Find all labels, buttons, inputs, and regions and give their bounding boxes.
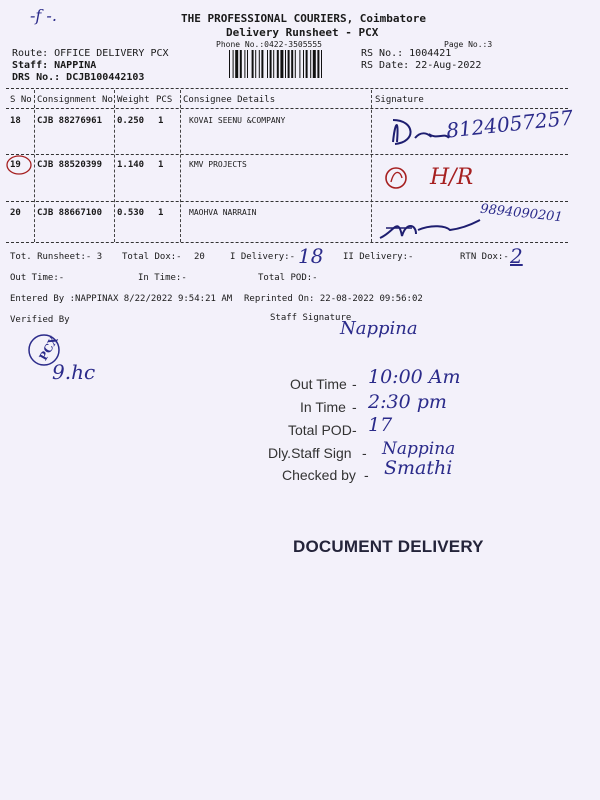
row-pcs: 1 [158,160,164,170]
corner-scribble: -f -. [30,6,57,25]
row-sno: 20 [10,208,21,218]
page-number: Page No.:3 [444,40,493,49]
hw-out-time-value: 10:00 Am [368,366,461,388]
i-delivery-hand: 18 [298,244,324,268]
hw-colon: - [352,376,357,392]
table-top-rule [6,88,568,89]
row-consignment: CJB 88276961 [37,116,103,126]
row-rule [6,154,568,155]
hw-colon: - [352,422,357,438]
row-consignee: KMV PROJECTS [189,160,247,169]
signature-phone: 9894090201 [479,201,564,226]
row-consignee: KOVAI SEENU &COMPANY [189,116,286,125]
row-consignment: CJB 88667100 [37,208,103,218]
hw-dly-staff-label: Dly.Staff Sign [268,445,352,461]
header-bottom-rule [6,108,568,109]
col-header-consignment: Consignment No [37,95,113,105]
col-divider [114,90,115,242]
hw-colon: - [352,399,357,415]
verified-by-label: Verified By [10,315,70,325]
hw-total-pod-value: 17 [368,414,393,436]
row-pcs: 1 [158,116,164,126]
row-weight: 1.140 [117,160,145,170]
row-consignee: MAOHVA NARRAIN [189,208,257,217]
rtn-dox-hand: 2 [510,244,523,268]
staff-info: Staff: NAPPINA [12,60,97,71]
col-header-weight: Weight [117,95,150,105]
table-bottom-rule [6,242,568,243]
row-sno: 19 [10,160,21,170]
col-header-sno: S No [10,95,32,105]
hw-total-pod-label: Total POD [288,422,352,438]
hw-out-time-label: Out Time [290,376,347,392]
hw-checked-by-label: Checked by [282,467,356,483]
hw-colon: - [364,467,369,483]
out-time-label: Out Time:- [10,273,65,283]
i-delivery-label: I Delivery:- [230,252,296,262]
in-time-label: In Time:- [138,273,187,283]
reprinted-on: Reprinted On: 22-08-2022 09:56:02 [244,294,423,304]
rs-number: RS No.: 1004421 [361,48,452,59]
hw-in-time-value: 2:30 pm [368,391,447,413]
col-header-signature: Signature [375,95,424,105]
barcode-image [229,50,354,78]
col-header-pcs: PCS [156,95,173,105]
hw-colon: - [362,445,367,461]
total-pod-label: Total POD:- [258,273,318,283]
row-sno: 18 [10,116,21,126]
signature-scribble [382,164,412,194]
document-delivery-stamp: DOCUMENT DELIVERY [293,537,484,556]
row-pcs: 1 [158,208,164,218]
total-dox-value: 20 [194,252,205,262]
staff-signature-hand: Nappina [340,318,418,339]
phone-number: Phone No.:0422-3505555 [216,40,322,49]
signature-scribble [376,212,486,244]
col-divider [371,90,372,242]
drs-number: DRS No.: DCJB100442103 [12,72,145,83]
company-name: THE PROFESSIONAL COURIERS, Coimbatore [181,12,427,25]
row-consignment: CJB 88520399 [37,160,103,170]
ii-delivery-label: II Delivery:- [343,252,414,262]
row-weight: 0.530 [117,208,145,218]
hw-dly-staff-value: Nappina [382,439,456,459]
pcx-stamp-hand: 9.hc [52,360,96,384]
entered-by: Entered By :NAPPINAX 8/22/2022 9:54:21 AM [10,294,233,304]
row-weight: 0.250 [117,116,145,126]
col-divider [180,90,181,242]
rtn-dox-label: RTN Dox:- [460,252,509,262]
hw-checked-by-value: Smathi [384,457,453,479]
route-info: Route: OFFICE DELIVERY PCX [12,48,169,59]
staff-signature-label: Staff Signature [270,313,352,323]
total-dox-label: Total Dox:- [122,252,182,262]
rs-date: RS Date: 22-Aug-2022 [361,60,482,71]
col-header-consignee: Consignee Details [183,95,276,105]
signature-note: H/R [430,165,474,190]
signature-phone: 8124057257 [445,105,575,143]
total-runsheet: Tot. Runsheet:- 3 [10,252,103,262]
document-title: Delivery Runsheet - PCX [226,26,379,39]
hw-in-time-label: In Time [300,399,346,415]
pcx-stamp-text: PCX [36,334,61,363]
